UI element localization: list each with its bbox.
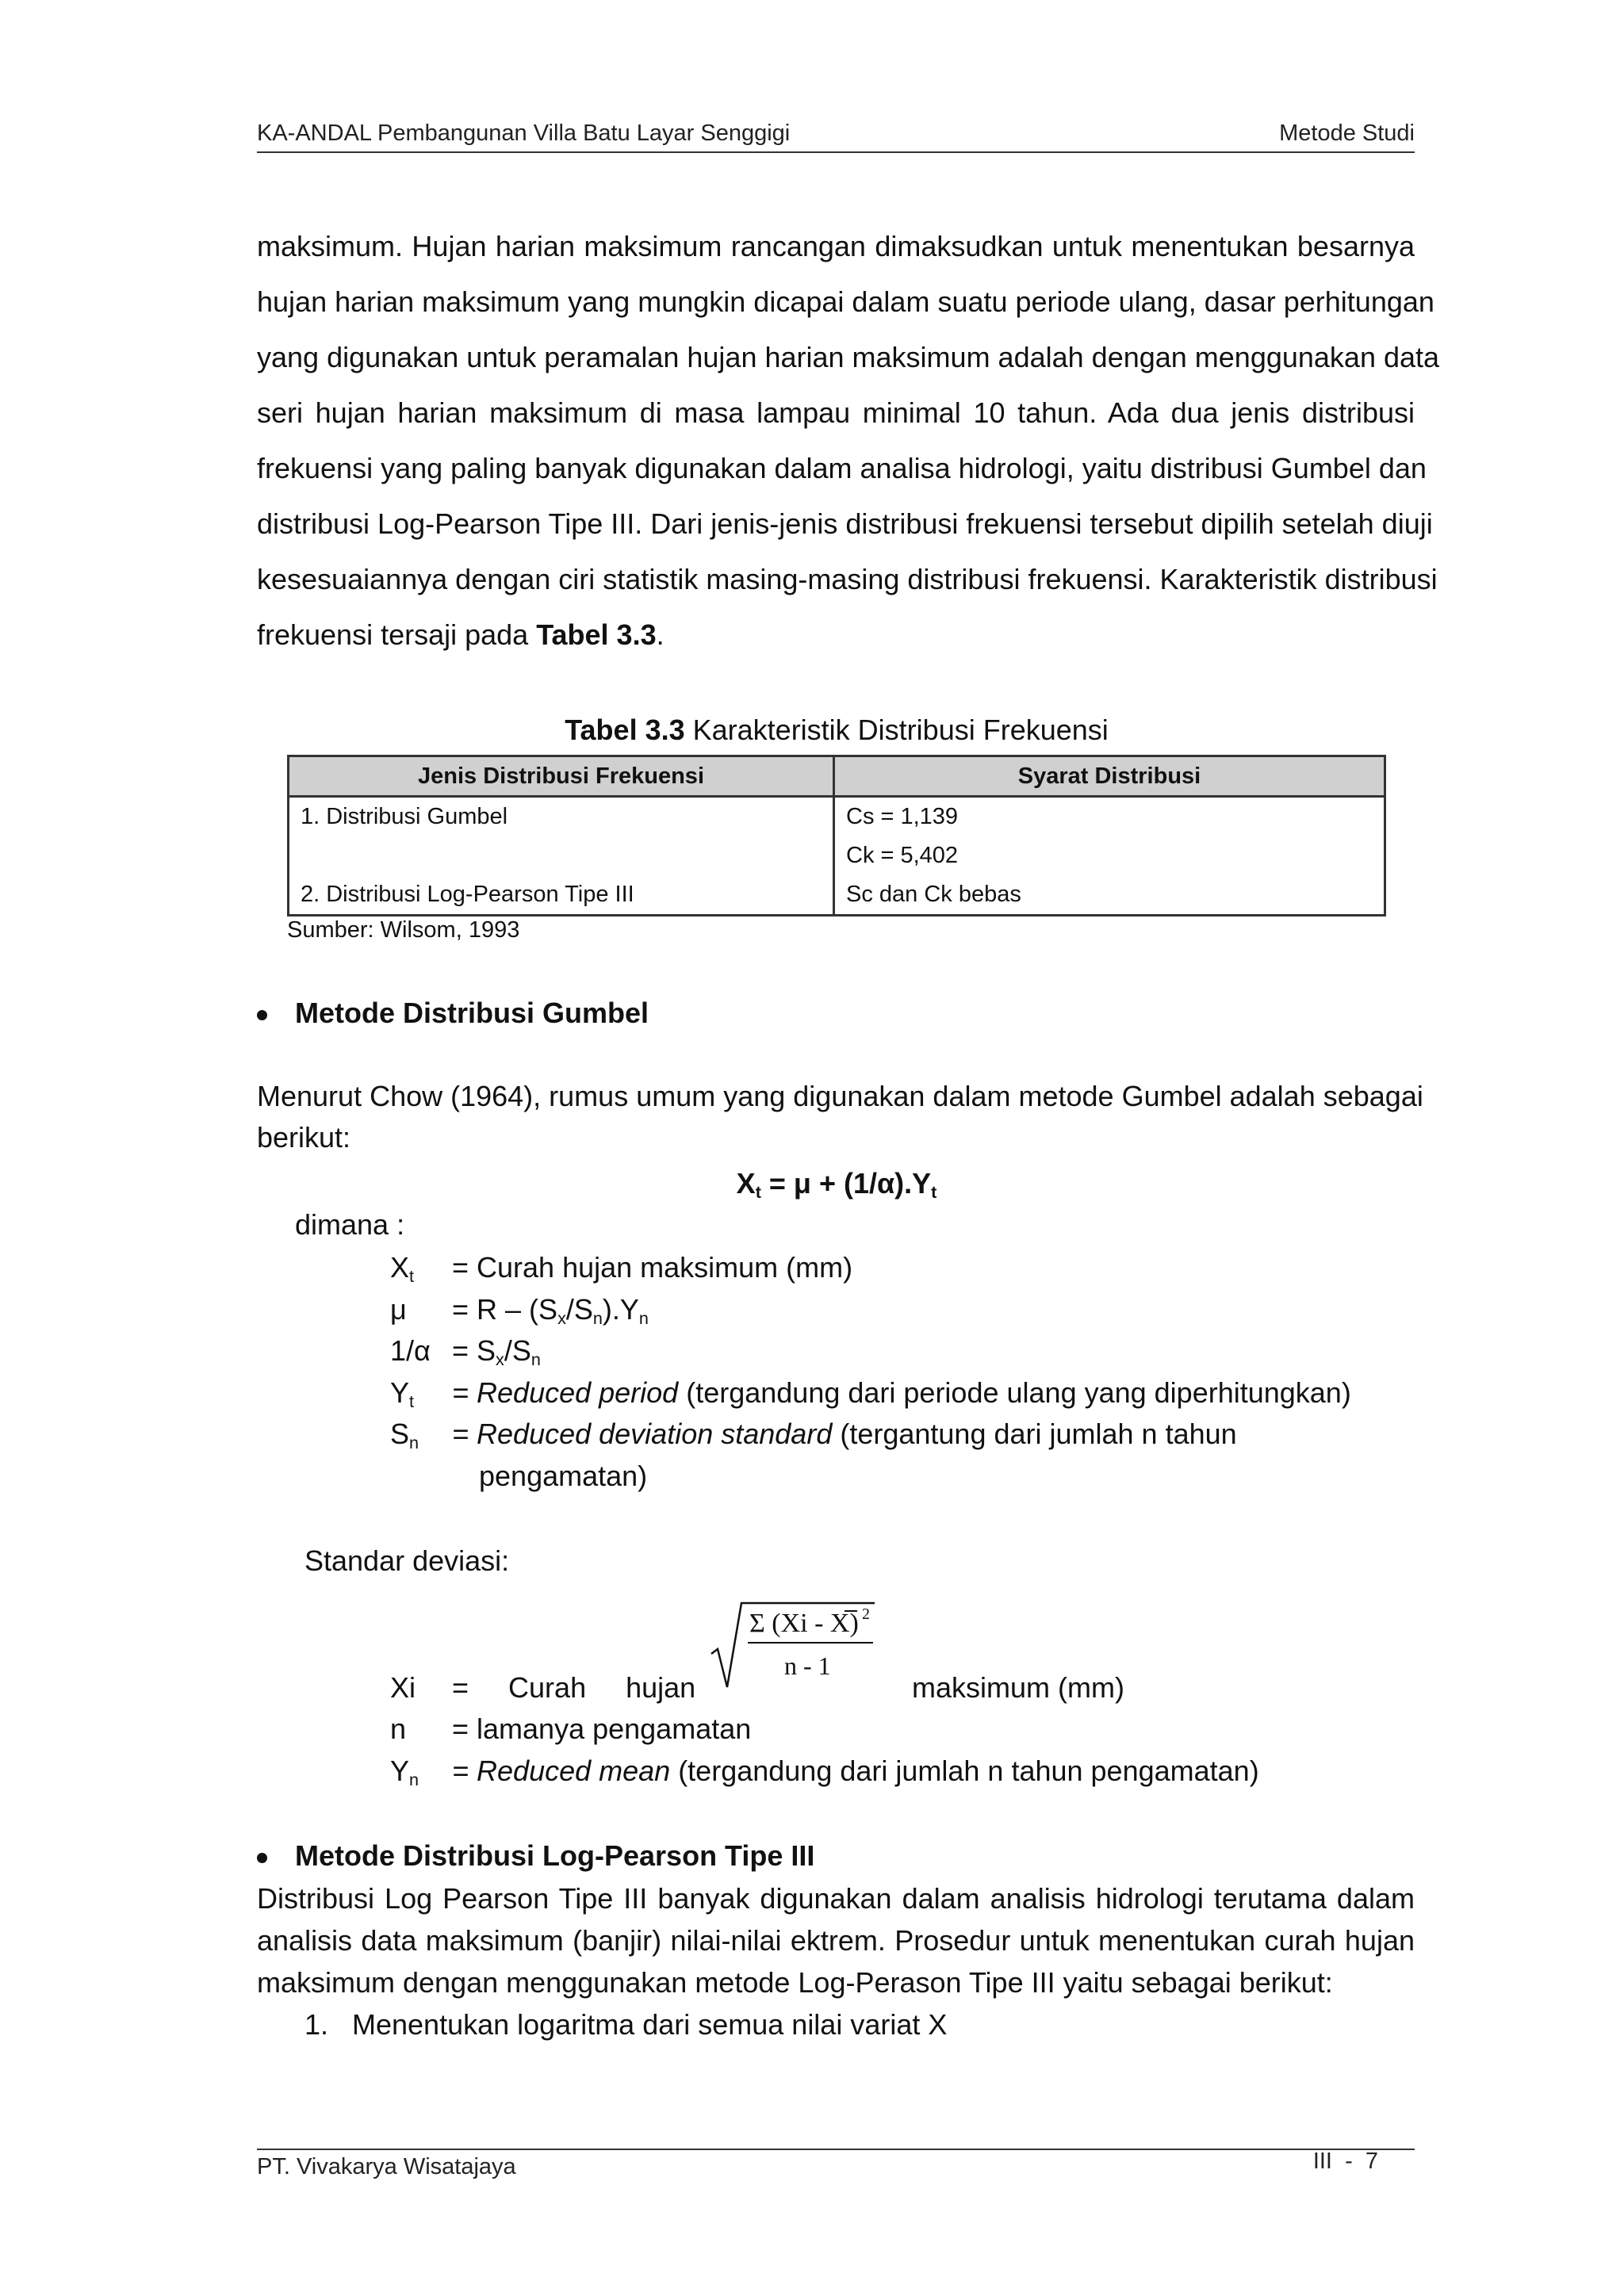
intro-last-period: .	[656, 618, 665, 651]
intro-line: distribusi Log-Pearson Tipe III. Dari jenis-jenis distribusi frekuensi tersebut dipilih setelah diuji	[257, 507, 1433, 540]
logpearson-line: maksimum dengan menggunakan metode Log-Perason Tipe III yaitu sebagai berikut:	[257, 1966, 1333, 1999]
def-continuation: pengamatan)	[479, 1460, 648, 1492]
def-text	[452, 1293, 649, 1326]
table-header-cell: Jenis Distribusi Frekuensi	[289, 756, 834, 797]
def-sub: n	[638, 1308, 649, 1328]
table-row	[289, 836, 1385, 875]
def-sub: x	[557, 1308, 566, 1328]
logpearson-line: analisis data maksimum (banjir) nilai-nilai ektrem. Prosedur untuk menentukan curah hujan	[257, 1924, 1415, 1957]
gumbel-formula	[0, 1167, 1624, 1200]
sqrt-exponent: 2	[862, 1605, 870, 1623]
def-part: = R – (S	[452, 1293, 558, 1326]
def-symbol-sub: n	[409, 1433, 419, 1452]
header-rule	[257, 151, 1415, 153]
table-header-row	[289, 756, 1385, 797]
formula-lhs: X	[736, 1167, 756, 1200]
def-text	[452, 1334, 541, 1368]
formula-rhs-sub: t	[931, 1182, 937, 1202]
table-header-cell: Syarat Distribusi	[834, 756, 1385, 797]
header-section: Metode Studi	[1279, 121, 1415, 146]
footer-rule	[257, 2149, 1415, 2150]
table-caption-text: Karakteristik Distribusi Frekuensi	[684, 714, 1109, 746]
table-cell: Sc dan Ck bebas	[834, 875, 1385, 916]
intro-line: hujan harian maksimum yang mungkin dicapai dalam suatu periode ulang, dasar perhitungan	[257, 285, 1434, 318]
def-part: ).Y	[602, 1293, 639, 1326]
std-dev-formula	[710, 1598, 876, 1693]
table-cell: Ck = 5,402	[834, 836, 1385, 875]
def-symbol: n	[390, 1712, 407, 1745]
def-symbol: 1/α	[390, 1334, 431, 1367]
def-text	[452, 1376, 1351, 1410]
intro-last-text: frekuensi tersaji pada	[257, 618, 537, 651]
def-text: = lamanya pengamatan	[452, 1712, 752, 1745]
section-heading-gumbel: Metode Distribusi Gumbel	[295, 997, 649, 1029]
sqrt-denominator: n - 1	[784, 1651, 831, 1680]
table-caption	[0, 714, 1624, 747]
logpearson-line: Distribusi Log Pearson Tipe III banyak digunakan dalam analisis hidrologi terutama dalam	[257, 1882, 1415, 1915]
formula-lhs-sub: t	[755, 1182, 761, 1202]
def-symbol-sub: t	[409, 1266, 415, 1286]
table-cell: 1. Distribusi Gumbel	[289, 797, 834, 837]
bullet-icon	[257, 1010, 267, 1020]
def-symbol: μ	[390, 1293, 407, 1326]
def-symbol: Xi	[390, 1671, 416, 1704]
def-symbol	[390, 1418, 419, 1451]
def-text: = Curah hujan	[452, 1671, 696, 1704]
table-cell	[289, 836, 834, 875]
def-sub: x	[496, 1349, 504, 1369]
def-text: = Curah hujan maksimum (mm)	[452, 1251, 853, 1284]
def-symbol	[390, 1376, 414, 1410]
formula-body: = μ + (1/α).Y	[760, 1167, 932, 1200]
bullet-icon	[257, 1853, 267, 1863]
section-heading-logpearson: Metode Distribusi Log-Pearson Tipe III	[295, 1839, 815, 1872]
def-symbol	[390, 1251, 414, 1284]
distribution-table	[287, 755, 1386, 916]
def-sub: n	[592, 1308, 603, 1328]
header-title: KA-ANDAL Pembangunan Villa Batu Layar Senggigi	[257, 121, 791, 146]
def-part: /S	[565, 1293, 593, 1326]
def-text	[452, 1755, 1259, 1788]
def-rest: (tergandung dari periode ulang yang diperhitungkan)	[678, 1376, 1351, 1409]
table-caption-label: Tabel 3.3	[565, 714, 685, 746]
def-symbol-sub: n	[409, 1770, 419, 1789]
def-symbol	[390, 1755, 419, 1788]
std-dev-label: Standar deviasi:	[304, 1544, 510, 1577]
def-rest: (tergantung dari jumlah n tahun	[832, 1418, 1237, 1450]
table-cell: 2. Distribusi Log-Pearson Tipe III	[289, 875, 834, 916]
gumbel-intro-line: berikut:	[257, 1121, 351, 1154]
def-part: /S	[504, 1334, 531, 1367]
intro-line: maksimum. Hujan harian maksimum rancangan dimaksudkan untuk menentukan besarnya	[257, 230, 1415, 262]
def-text-after: maksimum (mm)	[912, 1671, 1124, 1704]
table-source: Sumber: Wilsom, 1993	[287, 917, 520, 943]
def-sub: n	[530, 1349, 541, 1369]
def-symbol-text: X	[390, 1251, 410, 1284]
def-symbol-sub: t	[409, 1391, 415, 1411]
def-part: = S	[452, 1334, 496, 1367]
def-symbol-text: Y	[390, 1755, 410, 1787]
table-cell: Cs = 1,139	[834, 797, 1385, 837]
intro-line: seri hujan harian maksimum di masa lampau minimal 10 tahun. Ada dua jenis distribusi	[257, 396, 1415, 429]
dimana-label: dimana :	[295, 1208, 405, 1241]
def-rest: (tergandung dari jumlah n tahun pengamatan)	[670, 1755, 1259, 1787]
intro-last-line	[257, 618, 665, 652]
table-row	[289, 797, 1385, 837]
step-text: Menentukan logaritma dari semua nilai variat X	[352, 2008, 948, 2041]
def-italic: = Reduced period	[452, 1376, 679, 1409]
footer-company: PT. Vivakarya Wisatajaya	[257, 2154, 516, 2179]
intro-line: kesesuaiannya dengan ciri statistik masing-masing distribusi frekuensi. Karakteristik distribusi	[257, 563, 1438, 595]
def-italic: = Reduced mean	[452, 1755, 671, 1787]
table-row	[289, 875, 1385, 916]
intro-line: yang digunakan untuk peramalan hujan harian maksimum adalah dengan menggunakan data	[257, 341, 1440, 373]
page-number: III - 7	[1312, 2149, 1378, 2174]
sqrt-numerator: Σ (Xi - X)	[749, 1609, 859, 1638]
def-symbol-text: Y	[390, 1376, 410, 1409]
def-symbol-text: S	[390, 1418, 410, 1450]
intro-line: frekuensi yang paling banyak digunakan dalam analisa hidrologi, yaitu distribusi Gumbel dan	[257, 452, 1427, 484]
def-italic: = Reduced deviation standard	[452, 1418, 833, 1450]
step-number: 1.	[304, 2008, 329, 2041]
gumbel-intro-line: Menurut Chow (1964), rumus umum yang digunakan dalam metode Gumbel adalah sebagai	[257, 1080, 1423, 1112]
def-text	[452, 1418, 1237, 1451]
table-reference: Tabel 3.3	[536, 618, 657, 651]
